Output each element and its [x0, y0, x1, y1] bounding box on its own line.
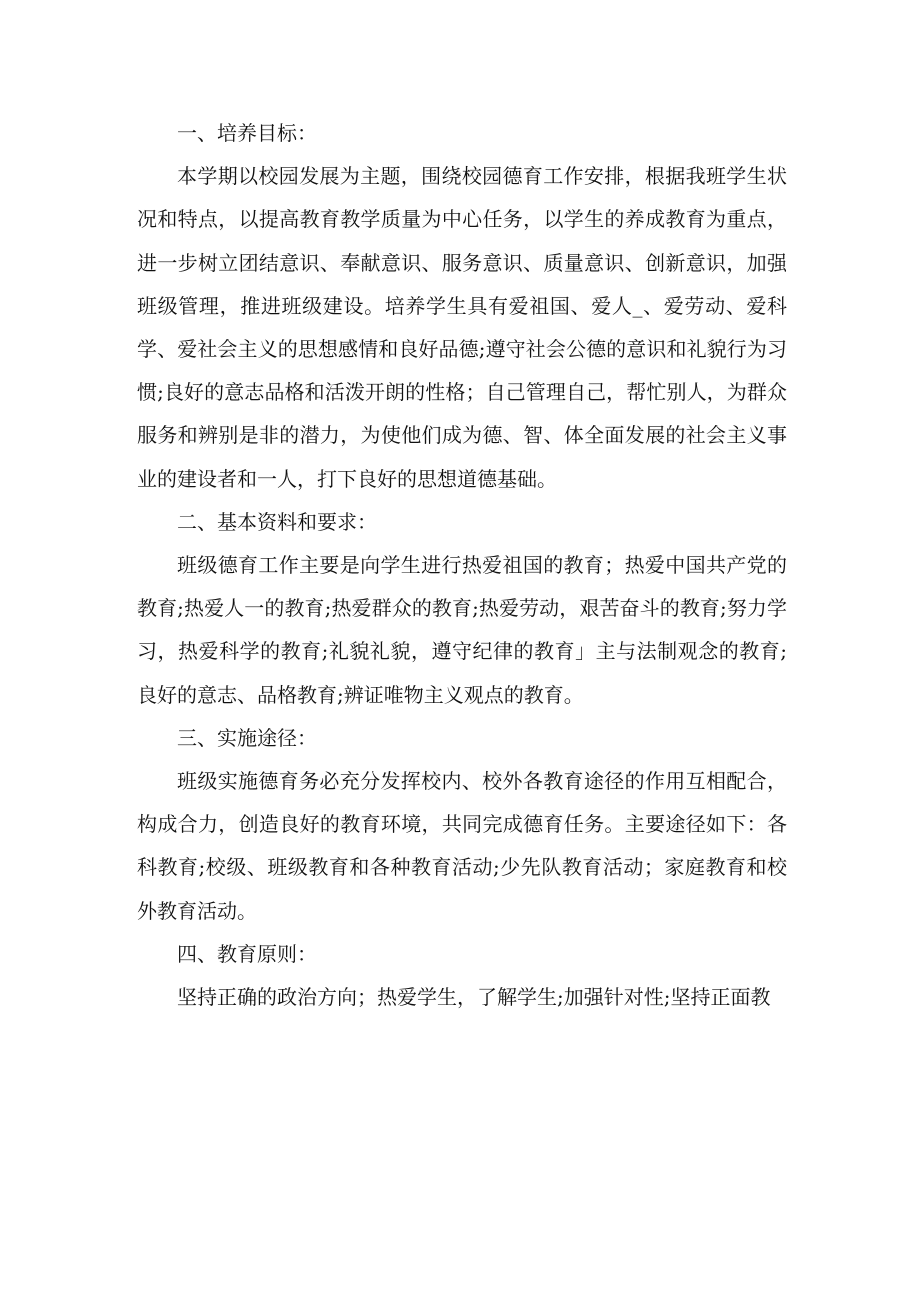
- section-body-approach: 班级实施德育务必充分发挥校内、校外各教育途径的作用互相配合，构成合力，创造良好的教育环境，共同完成德育任务。主要途径如下：各科教育;校级、班级教育和各种教育活动;少先队教育活动；家庭教育和校外教育活动。: [137, 769, 787, 923]
- section-body-content: 班级德育工作主要是向学生进行热爱祖国的教育；热爱中国共产党的教育;热爱人一的教育;热爱群众的教育;热爱劳动，艰苦奋斗的教育;努力学习，热爱科学的教育;礼貌礼貌，遵守纪律的教育」主与法制观念的教育;良好的意志、品格教育;辨证唯物主义观点的教育。: [137, 553, 787, 707]
- section-body-principles: 坚持正确的政治方向；热爱学生，了解学生;加强针对性;坚持正面教: [177, 985, 771, 1010]
- section-heading-goals: 一、培养目标：: [177, 121, 317, 145]
- document-body: [137, 112, 787, 1019]
- section-heading-approach: 三、实施途径：: [177, 725, 317, 750]
- section-heading-principles: 四、教育原则：: [177, 941, 317, 966]
- section-body-goals: 本学期以校园发展为主题，围绕校园德育工作安排，根据我班学生状况和特点，以提高教育教学质量为中心任务，以学生的养成教育为重点，进一步树立团结意识、奉献意识、服务意识、质量意识、创新意识，加强班级管理，推进班级建设。培养学生具有爱祖国、爱人_、爱劳动、爱科学、爱社会主义的思想感情和良好品德;遵守社会公德的意识和礼貌行为习惯;良好的意志品格和活泼开朗的性格；自己管理自己，帮忙别人，为群众服务和辨别是非的潜力，为使他们成为德、智、体全面发展的社会主义事业的建设者和一人，打下良好的思想道德基础。: [137, 164, 787, 491]
- section-heading-content: 二、基本资料和要求：: [177, 509, 377, 534]
